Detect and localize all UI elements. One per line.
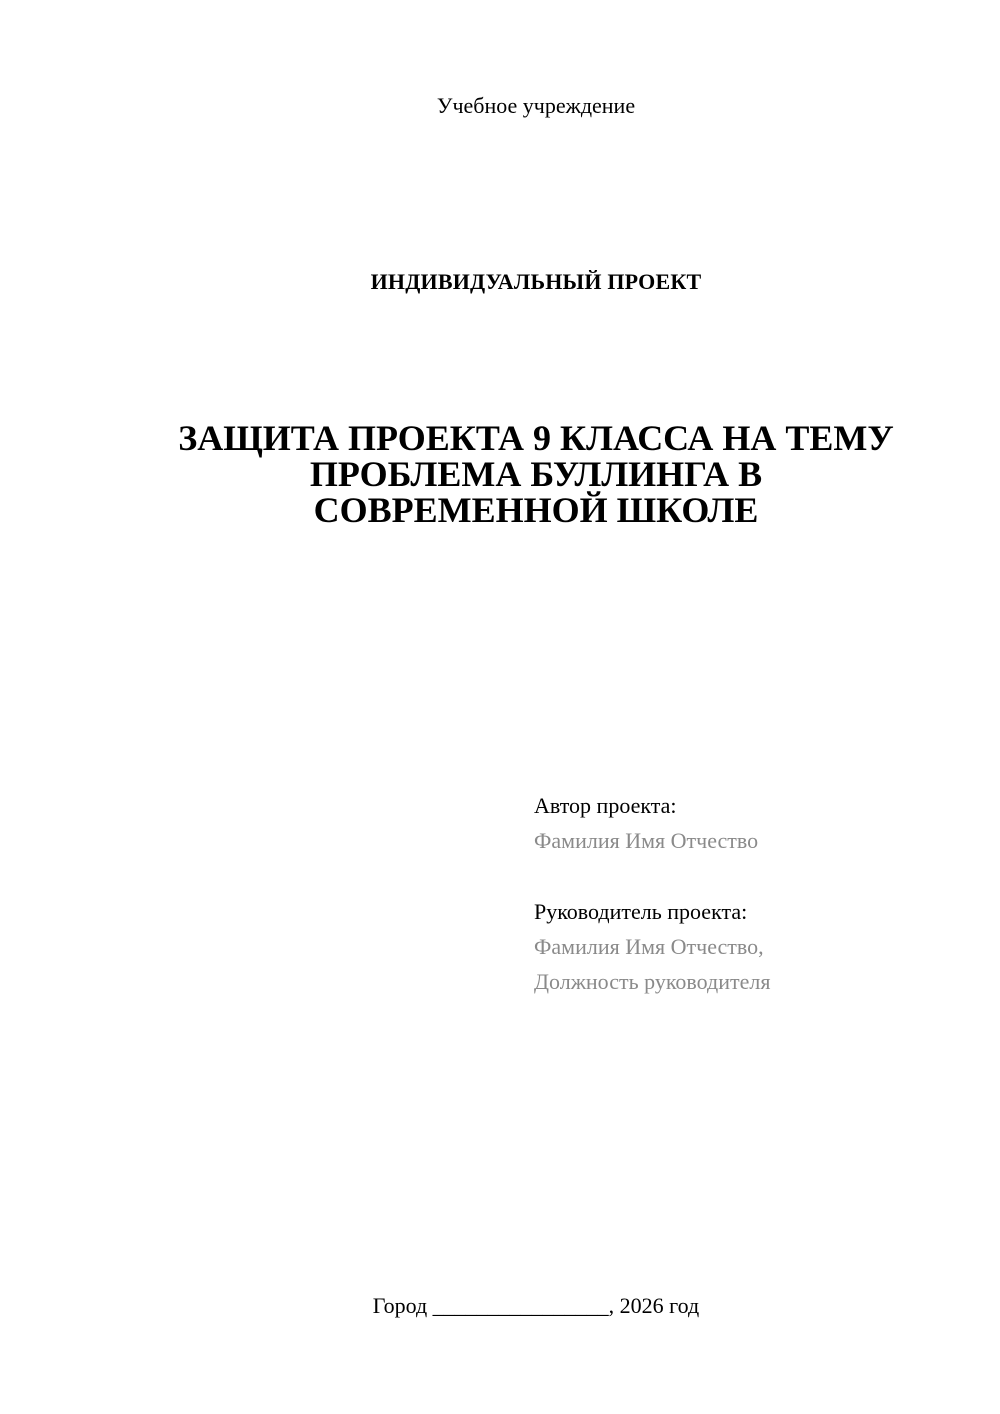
institution-name: Учебное учреждение — [436, 93, 636, 118]
supervisor-name: Фамилия Имя Отчество, — [534, 934, 764, 959]
project-title — [0, 420, 1000, 528]
supervisor-label: Руководитель проекта: — [534, 899, 748, 924]
info-spacer — [534, 858, 974, 894]
author-label: Автор проекта: — [534, 793, 677, 818]
title-line-3: СОВРЕМЕННОЙ ШКОЛЕ — [313, 490, 759, 530]
city-year-footer: Город ________________, 2026 год — [372, 1293, 700, 1318]
project-info-block — [534, 788, 974, 999]
author-name: Фамилия Имя Отчество — [534, 828, 759, 853]
title-line-1: ЗАЩИТА ПРОЕКТА 9 КЛАССА НА ТЕМУ — [178, 418, 894, 458]
title-line-2: ПРОБЛЕМА БУЛЛИНГА В — [309, 454, 763, 494]
project-type-heading: ИНДИВИДУАЛЬНЫЙ ПРОЕКТ — [370, 269, 702, 294]
supervisor-position: Должность руководителя — [534, 969, 771, 994]
